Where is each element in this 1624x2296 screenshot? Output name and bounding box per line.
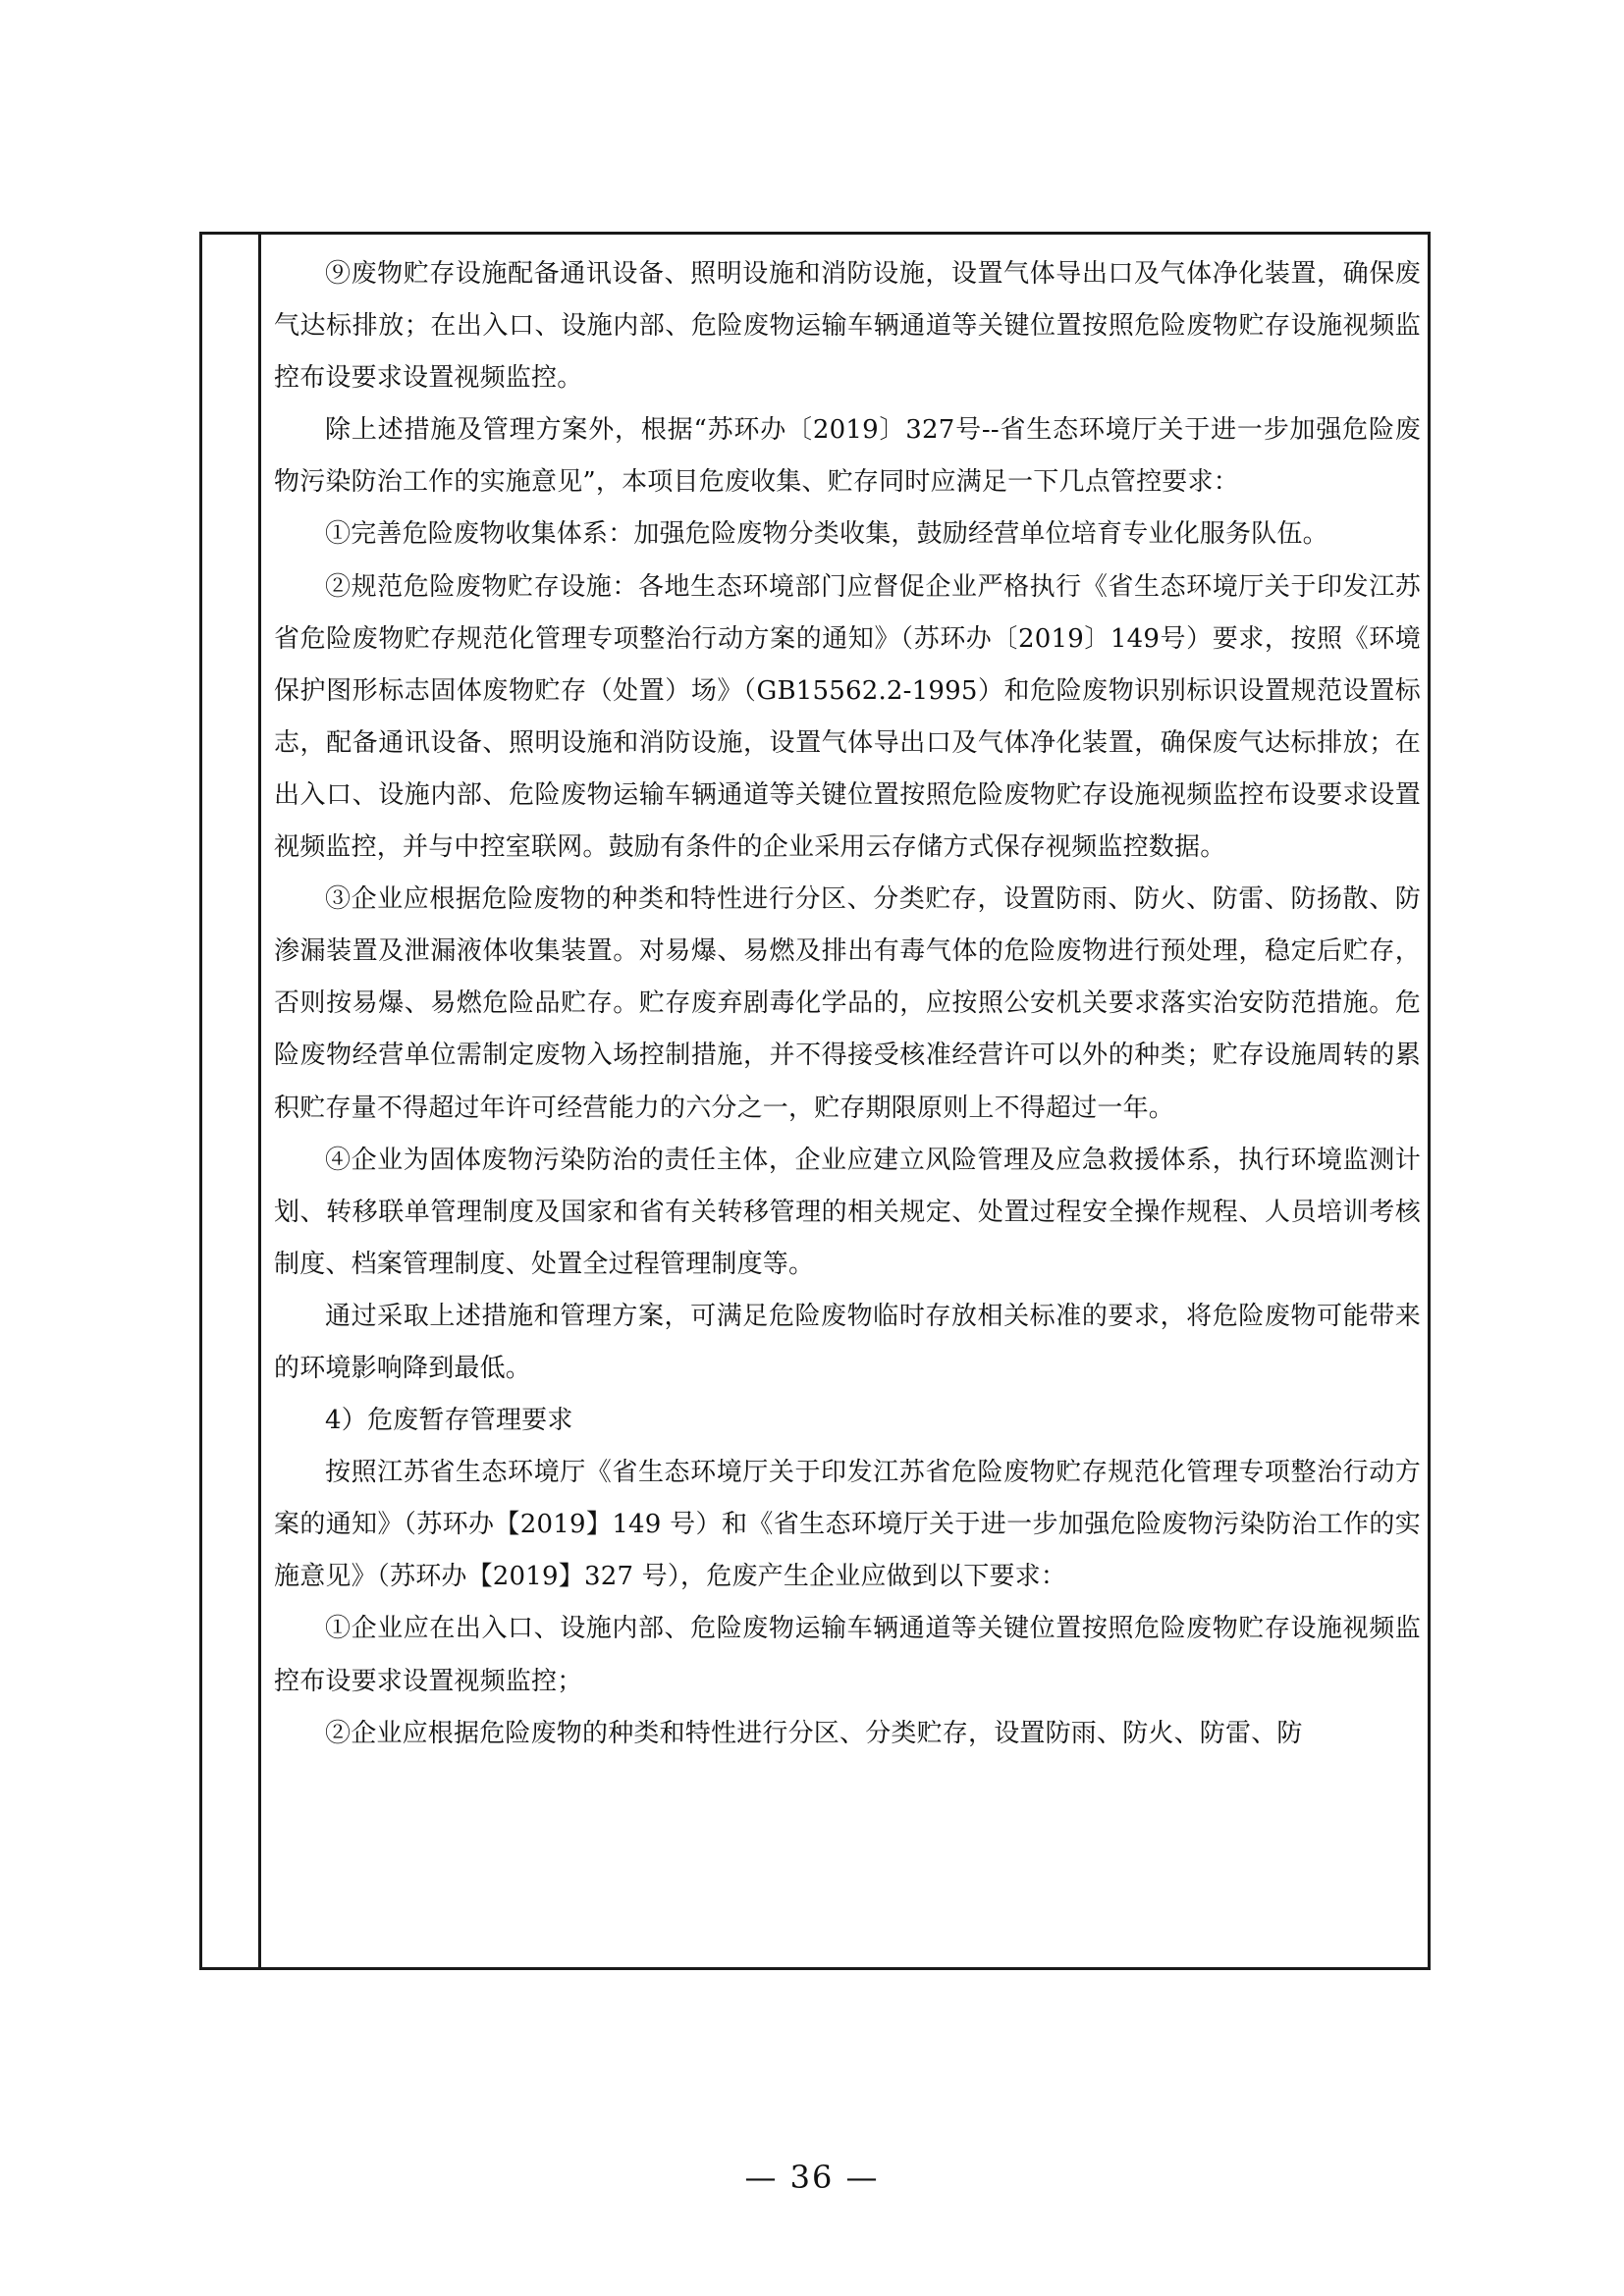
paragraph-conclusion: 通过采取上述措施和管理方案，可满足危险废物临时存放相关标准的要求，将危险废物可能带来的环境影响降到最低。 [274,1301,1421,1383]
paragraph-item-9-storage-facilities: ⑨废物贮存设施配备通讯设备、照明设施和消防设施，设置气体导出口及气体净化装置，确保废气达标排放；在出入口、设施内部、危险废物运输车辆通道等关键位置按照危险废物贮存设施视频监控布设要求设置视频监控。 [274,259,1421,394]
paragraph-collection-system: ①完善危险废物收集体系：加强危险废物分类收集，鼓励经营单位培育专业化服务队伍。 [325,519,1328,550]
paragraph-zoned-storage-continued: ②企业应根据危险废物的种类和特性进行分区、分类贮存，设置防雨、防火、防雷、防 [325,1718,1303,1748]
paragraph-responsibility: ④企业为固体废物污染防治的责任主体，企业应建立风险管理及应急救援体系，执行环境监测计划、转移联单管理制度及国家和省有关转移管理的相关规定、处置过程安全操作规程、人员培训考核制度、档案管理制度、处置全过程管理制度等。 [274,1145,1421,1279]
paragraph-zoned-storage: ③企业应根据危险废物的种类和特性进行分区、分类贮存，设置防雨、防火、防雷、防扬散、防渗漏装置及泄漏液体收集装置。对易爆、易燃及排出有毒气体的危险废物进行预处理，稳定后贮存，否则按易爆、易燃危险品贮存。贮存废弃剧毒化学品的，应按照公安机关要求落实治安防范措施。危险废物经营单位需制定废物入场控制措施，并不得接受核准经营许可以外的种类；贮存设施周转的累积贮存量不得超过年许可经营能力的六分之一，贮存期限原则上不得超过一年。 [274,884,1421,1123]
paragraph-storage-facility-standards: ②规范危险废物贮存设施：各地生态环境部门应督促企业严格执行《省生态环境厅关于印发江苏省危险废物贮存规范化管理专项整治行动方案的通知》（苏环办〔2019〕149号）要求，按照《环境保护图形标志固体废物贮存（处置）场》（GB15562.2-1995）和危险废物识别标识设置规范设置标志，配备通讯设备、照明设施和消防设施，设置气体导出口及气体净化装置，确保废气达标排放；在出入口、设施内部、危险废物运输车辆通道等关键位置按照危险废物贮存设施视频监控布设要求设置视频监控，并与中控室联网。鼓励有条件的企业采用云存储方式保存视频监控数据。 [274,571,1421,863]
table-column-divider [258,235,261,1967]
paragraph-provincial-requirements: 按照江苏省生态环境厅《省生态环境厅关于印发江苏省危险废物贮存规范化管理专项整治行动方案的通知》（苏环办【2019】149 号）和《省生态环境厅关于进一步加强危险废物污染防治工作的实施意见》（苏环办【2019】327 号），危废产生企业应做到以下要求： [274,1458,1421,1592]
table-content-cell [274,248,1421,1760]
paragraph-video-monitoring: ①企业应在出入口、设施内部、危险废物运输车辆通道等关键位置按照危险废物贮存设施视频监控布设要求设置视频监控； [274,1614,1421,1696]
section-heading-storage-management: 4）危废暂存管理要求 [325,1406,573,1436]
paragraph-additional-control-requirements: 除上述措施及管理方案外，根据“苏环办〔2019〕327号--省生态环境厅关于进一步加强危险废物污染防治工作的实施意见”，本项目危废收集、贮存同时应满足一下几点管控要求： [274,415,1421,498]
page-number: — 36 — [744,2159,880,2196]
table-frame [199,232,1431,1970]
